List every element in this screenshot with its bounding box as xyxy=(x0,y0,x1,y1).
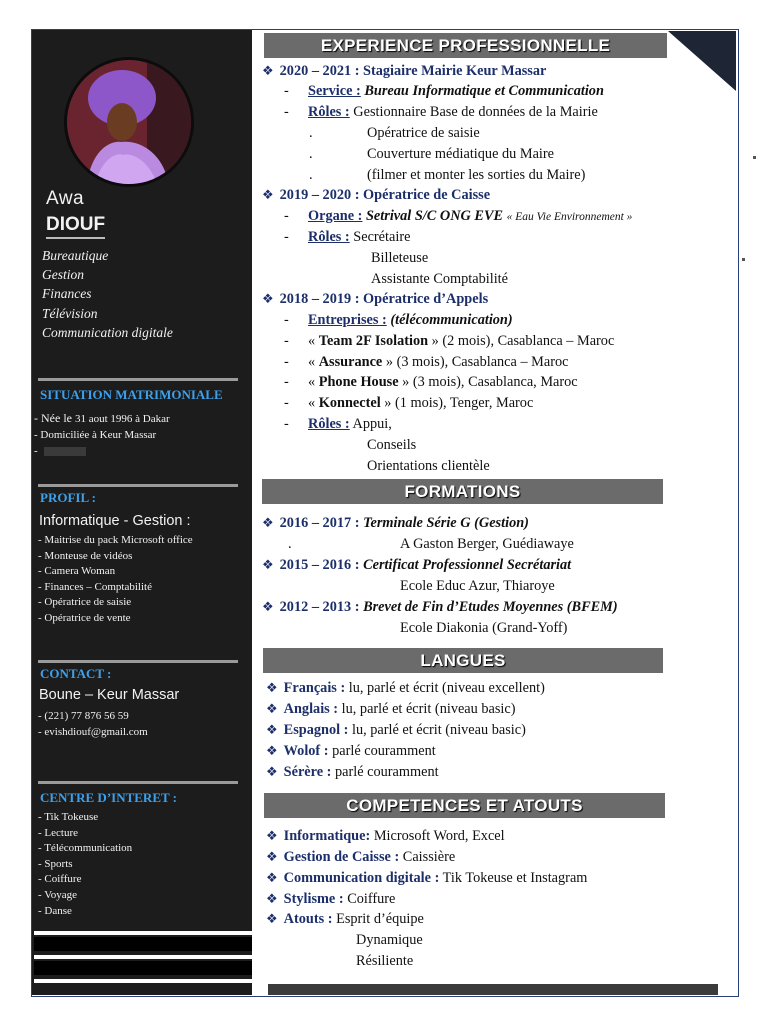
role-item: Assistante Comptabilité xyxy=(371,271,509,287)
last-name: DIOUF xyxy=(46,214,105,239)
formation-school-row xyxy=(400,576,555,597)
redacted-mark xyxy=(44,447,86,456)
bottom-bar xyxy=(268,984,718,995)
role-item: (filmer et monter les sorties du Maire) xyxy=(367,167,586,183)
birth-prefix: - Née le xyxy=(34,411,72,425)
profile-photo xyxy=(64,57,194,187)
diamond-icon: ❖ xyxy=(262,187,274,202)
experience-banner: EXPERIENCE PROFESSIONNELLE xyxy=(264,33,667,58)
roles-label: Rôles : xyxy=(308,104,350,120)
langue-name: Sérère : xyxy=(283,764,332,780)
dash-icon: - xyxy=(284,395,289,411)
divider xyxy=(38,378,238,381)
company-name: Assurance xyxy=(318,354,383,370)
competence-row xyxy=(266,826,505,847)
contact-heading: CONTACT : xyxy=(40,666,112,681)
first-name: Awa xyxy=(46,188,85,209)
divider xyxy=(38,660,238,663)
blank-dash: - xyxy=(34,445,38,457)
diamond-icon: ❖ xyxy=(266,743,278,758)
profil-item: - Camera Woman xyxy=(38,565,116,578)
diamond-icon: ❖ xyxy=(266,680,278,695)
stray-dot xyxy=(742,258,745,261)
diamond-icon: ❖ xyxy=(266,911,278,926)
job2-role-row xyxy=(371,269,508,290)
diamond-icon: ❖ xyxy=(262,515,274,530)
role-item: Opératrice de saisie xyxy=(367,125,480,141)
role-item: Billeteuse xyxy=(371,250,429,266)
langue-level: parlé couramment xyxy=(335,764,439,780)
competence-value: Coiffure xyxy=(347,891,396,907)
entreprises-label: Entreprises : xyxy=(308,312,387,328)
formations-banner: FORMATIONS xyxy=(262,479,663,504)
situation-heading: SITUATION MATRIMONIALE xyxy=(40,387,223,402)
langue-name: Anglais : xyxy=(283,701,339,717)
competence-row xyxy=(266,847,455,868)
company-name: Team 2F Isolation xyxy=(318,333,429,349)
diamond-icon: ❖ xyxy=(266,870,278,885)
stripe xyxy=(34,931,252,935)
role-item: Appui, xyxy=(352,416,392,432)
service-value: Bureau Informatique et Communication xyxy=(364,83,604,99)
dot-icon: . xyxy=(288,536,292,552)
dot-icon: . xyxy=(309,146,313,162)
company-detail: » (2 mois), Casablanca – Maroc xyxy=(428,333,615,349)
interet-item: - Sports xyxy=(38,857,73,870)
dash-icon: - xyxy=(284,416,289,432)
situation-third xyxy=(34,444,86,460)
stripe xyxy=(34,979,252,983)
langue-level: lu, parlé et écrit (niveau excellent) xyxy=(348,680,545,696)
atout-row xyxy=(356,930,423,951)
formation-school-row xyxy=(288,534,574,555)
job3-period-row xyxy=(262,289,488,310)
roles-label: Rôles : xyxy=(308,416,350,432)
job3-entreprises-row xyxy=(284,310,513,331)
skill-item: Finances xyxy=(42,286,92,302)
profil-item: - Opératrice de saisie xyxy=(38,596,132,609)
roles-label: Rôles : xyxy=(308,229,350,245)
competence-value: Esprit d’équipe xyxy=(336,911,424,927)
competence-name: Gestion de Caisse : xyxy=(283,849,400,865)
langue-level: parlé couramment xyxy=(332,743,436,759)
competence-value: Caissière xyxy=(402,849,456,865)
divider xyxy=(38,484,238,487)
dash-icon: - xyxy=(284,83,289,99)
skills-list xyxy=(42,246,173,342)
company-detail: » (3 mois), Casablanca – Maroc xyxy=(382,354,569,370)
quote-open: « xyxy=(308,354,319,370)
role-item: Gestionnaire Base de données de la Mairie xyxy=(353,104,598,120)
organe-label: Organe : xyxy=(308,208,363,224)
dash-icon: - xyxy=(284,312,289,328)
quote-open: « xyxy=(308,374,319,390)
formation-row xyxy=(262,513,529,534)
quote-open: « xyxy=(308,395,319,411)
profil-item: - Finances – Comptabilité xyxy=(38,580,152,593)
formation-diploma: Brevet de Fin d’Etudes Moyennes (BFEM) xyxy=(363,599,618,615)
langue-row xyxy=(266,720,526,741)
diamond-icon: ❖ xyxy=(266,722,278,737)
profil-item: - Maitrise du pack Microsoft office xyxy=(38,534,193,546)
competence-row xyxy=(266,909,424,930)
birth-line xyxy=(34,411,170,428)
sidebar xyxy=(32,30,252,995)
diamond-icon: ❖ xyxy=(262,599,274,614)
formation-period: 2015 – 2016 : xyxy=(279,557,360,573)
diamond-icon: ❖ xyxy=(266,764,278,779)
langue-row xyxy=(266,699,516,720)
diamond-icon: ❖ xyxy=(266,828,278,843)
skill-item: Communication digitale xyxy=(42,324,173,340)
company-row xyxy=(284,372,578,393)
job1-period: 2020 – 2021 : Stagiaire Mairie Keur Massar xyxy=(279,63,547,79)
corner-triangle xyxy=(668,31,736,91)
dash-icon: - xyxy=(284,229,289,245)
role-item: Secrétaire xyxy=(353,229,411,245)
role-item: Orientations clientèle xyxy=(367,458,490,474)
company-detail: » (1 mois), Tenger, Maroc xyxy=(380,395,534,411)
formation-school: Ecole Diakonia (Grand-Yoff) xyxy=(400,620,568,636)
competence-name: Informatique: xyxy=(283,828,371,844)
job1-role-row xyxy=(309,165,585,186)
email-address: - evishdiouf@gmail.com xyxy=(38,725,148,738)
job3-roles-row xyxy=(284,414,392,435)
profil-item: - Monteuse de vidéos xyxy=(38,549,133,562)
company-detail: » (3 mois), Casablanca, Maroc xyxy=(398,374,578,390)
job2-period: 2019 – 2020 : Opératrice de Caisse xyxy=(279,187,491,203)
stripe xyxy=(34,961,252,975)
dash-icon: - xyxy=(284,104,289,120)
stripe xyxy=(34,937,252,951)
atout-row xyxy=(356,951,413,972)
company-name: Phone House xyxy=(318,374,399,390)
birth-date: 31 aout 1996 à Dakar xyxy=(74,413,170,425)
formation-diploma: Terminale Série G (Gestion) xyxy=(363,515,529,531)
interets-list xyxy=(38,810,132,919)
profil-list xyxy=(38,533,193,627)
job3-role-row xyxy=(367,435,416,456)
langue-level: lu, parlé et écrit (niveau basic) xyxy=(341,701,516,717)
competence-row xyxy=(266,868,587,889)
competence-name: Atouts : xyxy=(283,911,333,927)
entreprises-value: (télécommunication) xyxy=(390,312,513,328)
diamond-icon: ❖ xyxy=(266,701,278,716)
job1-role-row xyxy=(309,144,554,165)
formation-period: 2012 – 2013 : xyxy=(279,599,360,615)
divider xyxy=(38,781,238,784)
interet-item: - Danse xyxy=(38,904,72,917)
job2-period-row xyxy=(262,185,490,206)
dash-icon: - xyxy=(284,333,289,349)
langues-banner: LANGUES xyxy=(263,648,663,673)
langue-row xyxy=(266,678,545,699)
competence-name: Stylisme : xyxy=(283,891,344,907)
formation-row xyxy=(262,597,618,618)
competence-row xyxy=(266,889,395,910)
job2-role-row xyxy=(371,248,428,269)
profil-item: - Opératrice de vente xyxy=(38,611,131,624)
competence-name: Communication digitale : xyxy=(283,870,440,886)
langue-name: Wolof : xyxy=(283,743,329,759)
atout-item: Résiliente xyxy=(356,953,414,969)
formation-row xyxy=(262,555,571,576)
profil-heading: PROFIL : xyxy=(40,490,96,505)
competence-value: Tik Tokeuse et Instagram xyxy=(442,870,588,886)
profil-subheading: Informatique - Gestion : xyxy=(39,513,191,529)
skill-item: Gestion xyxy=(42,267,84,283)
organe-note: « Eau Vie Environnement » xyxy=(506,211,633,223)
langue-level: lu, parlé et écrit (niveau basic) xyxy=(352,722,526,738)
job2-roles-row xyxy=(284,227,410,248)
stripe xyxy=(34,955,252,959)
role-item: Conseils xyxy=(367,437,417,453)
address-line: - Domiciliée à Keur Massar xyxy=(34,429,157,441)
phone-number: - (221) 77 876 56 59 xyxy=(38,710,129,722)
langue-name: Espagnol : xyxy=(283,722,349,738)
dot-icon: . xyxy=(309,167,313,183)
competences-banner: COMPETENCES ET ATOUTS xyxy=(264,793,665,818)
diamond-icon: ❖ xyxy=(266,849,278,864)
job3-period: 2018 – 2019 : Opératrice d’Appels xyxy=(279,291,489,307)
formation-school-row xyxy=(400,618,567,639)
interet-item: - Télécommunication xyxy=(38,842,133,855)
organe-value: Setrival S/C ONG EVE xyxy=(365,208,504,224)
diamond-icon: ❖ xyxy=(266,891,278,906)
formation-school: Ecole Educ Azur, Thiaroye xyxy=(400,578,555,594)
skill-item: Bureautique xyxy=(42,248,109,263)
dash-icon: - xyxy=(284,354,289,370)
interet-item: - Tik Tokeuse xyxy=(38,811,99,823)
dot-icon: . xyxy=(309,125,313,141)
interet-item: - Coiffure xyxy=(38,873,82,886)
langue-row xyxy=(266,741,436,762)
job1-roles-row xyxy=(284,102,598,123)
dash-icon: - xyxy=(284,374,289,390)
skill-item: Télévision xyxy=(42,305,98,321)
quote-open: « xyxy=(308,333,319,349)
job1-role-row xyxy=(309,123,480,144)
company-name: Konnectel xyxy=(318,395,381,411)
diamond-icon: ❖ xyxy=(262,291,274,306)
competence-value: Microsoft Word, Excel xyxy=(373,828,505,844)
interets-heading: CENTRE D’INTERET : xyxy=(40,790,178,805)
company-row xyxy=(284,393,533,414)
stray-dot xyxy=(753,156,756,159)
service-label: Service : xyxy=(308,83,361,99)
job2-organe-row xyxy=(284,206,632,228)
interet-item: - Lecture xyxy=(38,826,78,839)
role-item: Couverture médiatique du Maire xyxy=(367,146,554,162)
langue-row xyxy=(266,762,439,783)
diamond-icon: ❖ xyxy=(262,557,274,572)
company-row xyxy=(284,331,614,352)
job1-service-row xyxy=(284,81,604,102)
langue-name: Français : xyxy=(283,680,346,696)
formation-school: A Gaston Berger, Guédiawaye xyxy=(400,536,574,552)
job1-period-row xyxy=(262,61,546,82)
company-row xyxy=(284,352,568,373)
atout-item: Dynamique xyxy=(356,932,423,948)
formation-period: 2016 – 2017 : xyxy=(279,515,360,531)
contact-list xyxy=(38,709,148,740)
contact-address: Boune – Keur Massar xyxy=(39,687,180,703)
formation-diploma: Certificat Professionnel Secrétariat xyxy=(363,557,572,573)
dash-icon: - xyxy=(284,208,289,224)
interet-item: - Voyage xyxy=(38,888,78,901)
job3-role-row xyxy=(367,456,490,477)
diamond-icon: ❖ xyxy=(262,63,274,78)
